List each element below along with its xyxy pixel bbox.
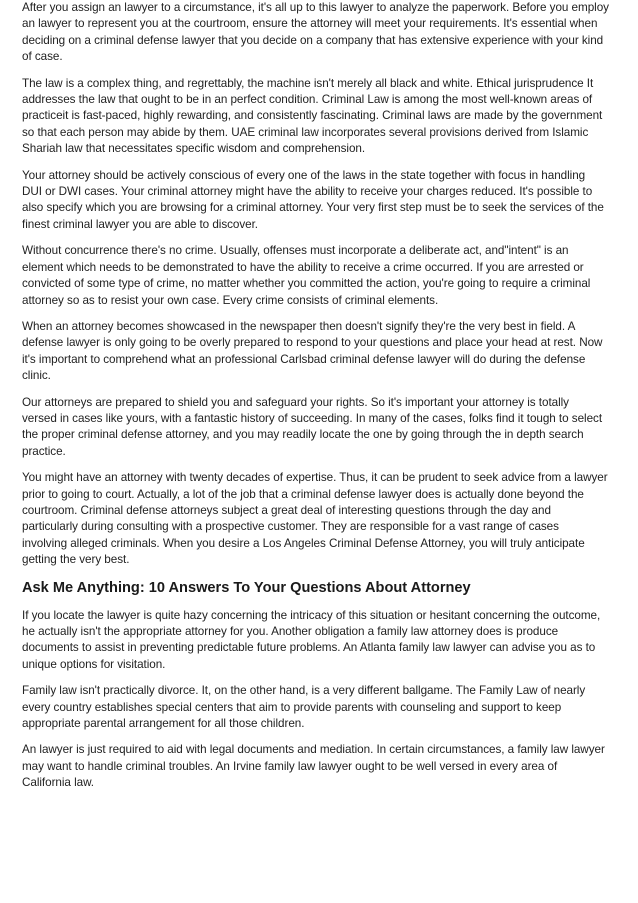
text-line: convicted of some type of crime, no matter whether you committed the action, you're going to require a criminal bbox=[22, 277, 591, 291]
text-line: The law is a complex thing, and regrettably, the machine isn't merely all black and white. Ethical jurisprudence It bbox=[22, 76, 594, 90]
text-line: unique options for visitation. bbox=[22, 657, 166, 671]
text-line: an lawyer to represent you at the courtroom, ensure the attorney will meet your requirements. It's essential when bbox=[22, 17, 598, 31]
text-line: he actually isn't the appropriate attorney for you. Another obligation a family law attorney does is produce bbox=[22, 625, 559, 638]
text-line: After you assign an lawyer to a circumstance, it's all up to this lawyer to analyze the paperwork. Before you employ bbox=[22, 1, 609, 14]
text-line: versed in cases like yours, with a fantastic history of succeeding. In many of the cases, folks find it tough to select bbox=[22, 411, 603, 425]
paragraph bbox=[22, 683, 618, 732]
text-line: it's important to comprehend what an professional Carlsbad criminal defense lawyer will do during the defense bbox=[22, 352, 586, 366]
paragraph bbox=[22, 319, 618, 385]
text-line: clinic. bbox=[22, 369, 51, 383]
text-line: element which needs to be demonstrated to have the ability to receive a crime occurred. If you are arrested or bbox=[22, 260, 584, 274]
paragraph bbox=[22, 0, 618, 66]
text-line: particularly during consulting with a prospective customer. They are responsible for a vast range of cases bbox=[22, 520, 559, 534]
text-line: involving alleged criminals. When you desire a Los Angeles Criminal Defense Attorney, you will truly anticipate bbox=[22, 536, 585, 550]
text-line: attorney so as to resist your own case. Every crime consists of criminal elements. bbox=[22, 293, 439, 307]
text-line: Shariah law that necessitates specific wisdom and comprehension. bbox=[22, 142, 366, 156]
text-line: California law. bbox=[22, 776, 95, 790]
text-line: Your attorney should be actively conscious of every one of the laws in the state together with focus in handling bbox=[22, 168, 586, 182]
text-line: defense lawyer is only going to be overly prepared to respond to your questions and place your head at rest. Now bbox=[22, 336, 603, 350]
paragraph bbox=[22, 243, 618, 309]
text-line: courtroom. Criminal defense attorneys subject a great deal of interesting questions through the day and bbox=[22, 503, 551, 517]
text-line: every country establishes special centers that aim to provide parents with counseling and support to keep bbox=[22, 700, 562, 714]
section-heading: Ask Me Anything: 10 Answers To Your Questions About Attorney bbox=[22, 579, 471, 596]
text-line: documents to assist in preventing predictable future problems. An Atlanta family law lawyer can advise you as to bbox=[22, 641, 596, 655]
text-line: Family law isn't practically divorce. It, on the other hand, is a very different ballgame. The Family Law of nearly bbox=[22, 684, 586, 698]
text-line: prior to going to court. Actually, a lot of the job that a criminal defense lawyer does is actually done beyond the bbox=[22, 487, 584, 501]
text-line: Our attorneys are prepared to shield you and safeguard your rights. So it's important your attorney is totally bbox=[22, 395, 569, 409]
text-line: You might have an attorney with twenty decades of expertise. Thus, it can be prudent to seek advice from a lawyer bbox=[22, 471, 608, 485]
text-line: the proper criminal defense attorney, and you may readily locate the one by going through the in depth search bbox=[22, 428, 584, 442]
text-line: appropriate parental arrangement for all those children. bbox=[22, 717, 305, 731]
article-body bbox=[22, 0, 618, 802]
text-line: When an attorney becomes showcased in the newspaper then doesn't signify they're the very best in field. A bbox=[22, 319, 576, 333]
text-line: of case. bbox=[22, 50, 63, 64]
text-line: An lawyer is just required to aid with legal documents and mediation. In certain circumstances, a family law lawyer bbox=[22, 743, 605, 757]
paragraph bbox=[22, 76, 618, 158]
paragraphs-after bbox=[22, 608, 618, 792]
text-line: addresses the law that ought to be in an perfect condition. Criminal Law is among the most well-known areas of bbox=[22, 93, 593, 107]
text-line: getting the very best. bbox=[22, 553, 130, 567]
text-line: deciding on a criminal defense lawyer that you decide on a company that has extensive experience with your kind bbox=[22, 33, 604, 47]
text-line: also specify which you are browsing for a criminal attorney. Your very first step must be to seek the services of the bbox=[22, 201, 604, 215]
text-line: may want to handle criminal troubles. An Irvine family law lawyer ought to be well versed in every area of bbox=[22, 759, 558, 773]
text-line: Without concurrence there's no crime. Usually, offenses must incorporate a deliberate act, and"intent" is an bbox=[22, 244, 569, 258]
paragraph bbox=[22, 742, 618, 791]
text-line: If you locate the lawyer is quite hazy concerning the intricacy of this situation or hesitant concerning the outcome, bbox=[22, 608, 601, 622]
paragraphs-before bbox=[22, 0, 618, 569]
text-line: DUI or DWI cases. Your criminal attorney might have the ability to receive your charges reduced. It's possible to bbox=[22, 185, 593, 199]
paragraph bbox=[22, 608, 618, 674]
paragraph bbox=[22, 470, 618, 568]
text-line: practice. bbox=[22, 444, 66, 458]
text-line: practiceit is fast-paced, highly rewarding, and consistently fascinating. Criminal laws are made by the government bbox=[22, 109, 603, 123]
text-line: finest criminal lawyer you are able to discover. bbox=[22, 217, 259, 231]
text-line: so that each person may abide by them. UAE criminal law incorporates several provisions derived from Islamic bbox=[22, 125, 589, 139]
paragraph bbox=[22, 168, 618, 234]
paragraph bbox=[22, 395, 618, 461]
